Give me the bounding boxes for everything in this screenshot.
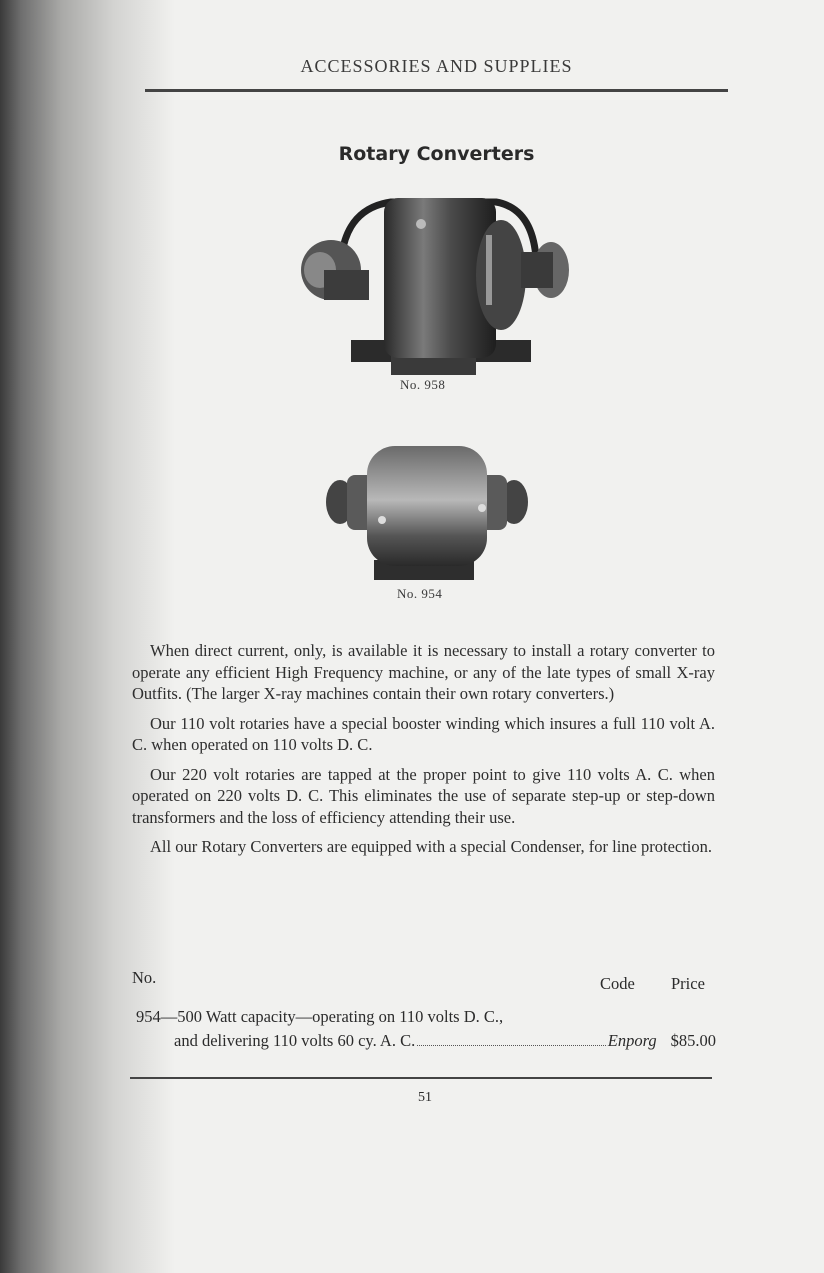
column-header-price: Price bbox=[671, 974, 705, 993]
item-description-line2: and delivering 110 volts 60 cy. A. C. bbox=[174, 1031, 416, 1050]
figure-caption-954: No. 954 bbox=[397, 586, 443, 601]
header-rule bbox=[145, 89, 728, 92]
item-description-line1: 954—500 Watt capacity—operating on 110 volts D. C., bbox=[136, 1007, 504, 1026]
rotary-converter-954-image bbox=[322, 440, 532, 585]
column-header-no: No. bbox=[132, 968, 157, 987]
paragraph: All our Rotary Converters are equipped with a special Condenser, for line protection. bbox=[150, 837, 713, 856]
book-spine-shadow bbox=[0, 0, 175, 1273]
page-number: 51 bbox=[418, 1090, 432, 1105]
price-table-row bbox=[136, 1005, 716, 1053]
running-head: ACCESSORIES AND SUPPLIES bbox=[300, 56, 573, 76]
footer-rule bbox=[130, 1077, 712, 1079]
dot-leader bbox=[417, 1044, 606, 1046]
paragraph: Our 110 volt rotaries have a special booster winding which insures a full 110 volt A. C. when operated on 110 volts D. C. bbox=[132, 713, 715, 754]
paragraph: When direct current, only, is available it is necessary to install a rotary converter to operate any efficient High Frequency machine, or any of the late types of small X-ray Outfits. (The larger X-ray machines contain their own rotary converters.) bbox=[132, 641, 715, 703]
item-price: $85.00 bbox=[670, 1031, 716, 1050]
page-title: Rotary Converters bbox=[338, 143, 535, 165]
paragraph: Our 220 volt rotaries are tapped at the proper point to give 110 volts A. C. when operated on 220 volts D. C. This eliminates the use of separate step-up or step-down transformers and the loss of efficiency attending their use. bbox=[132, 764, 715, 827]
column-header-code: Code bbox=[600, 974, 635, 993]
item-code: Enporg bbox=[607, 1031, 657, 1050]
description-text bbox=[132, 640, 715, 866]
rotary-converter-958-image bbox=[296, 190, 576, 380]
figure-caption-958: No. 958 bbox=[400, 377, 446, 392]
